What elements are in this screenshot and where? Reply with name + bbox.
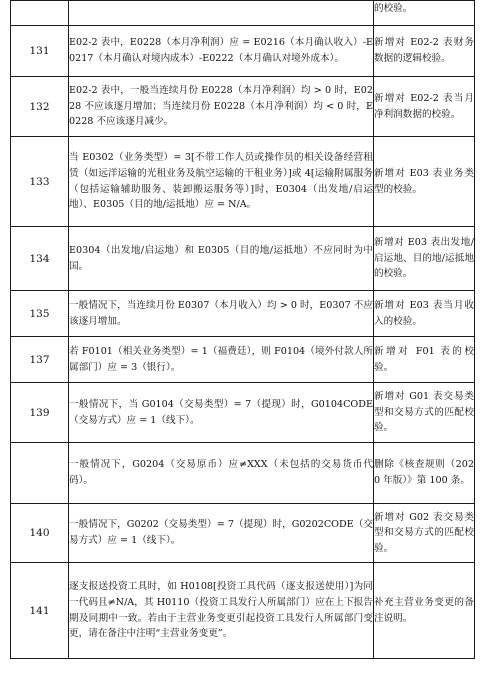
rule-note: 新增对 G02 表交易类型和交易方式的匹配校验。	[374, 504, 475, 563]
table-row	[11, 1, 475, 26]
rule-note: 新增对 E03 表出发地/启运地、目的地/运抵地的校验。	[374, 227, 475, 291]
table-row	[11, 563, 475, 659]
rule-note: 新增对 E02-2 表财务数据的逻辑校验。	[374, 26, 475, 77]
rule-description: E02-2 表中，E0228（本月净利润）应 = E0216（本月确认收入）-E0217（本月确认对境内成本）-E0222（本月确认对境外成本）。	[69, 26, 374, 77]
table-row	[11, 443, 475, 504]
rule-number: 134	[11, 227, 69, 291]
table-row	[11, 77, 475, 137]
rule-note: 补充主营业务变更的备注说明。	[374, 563, 475, 659]
rule-description: 当 E0302（业务类型）= 3[不带工作人员或操作员的相关设备经营租赁（如远洋运输的光租业务及航空运输的干租业务）]或 4[运输附属服务（包括运输辅助服务、装卸搬运服务等）]时，E0304（出发地/启运地）、E0305（目的地/运抵地）应 = N/A。	[69, 137, 374, 227]
table-row	[11, 337, 475, 383]
table-row	[11, 26, 475, 77]
table-row	[11, 137, 475, 227]
rule-description: 若 F0101（相关业务类型）= 1（福费廷），则 F0104（境外付款人所属部门）应 = 3（银行）。	[69, 337, 374, 383]
rule-description: E02-2 表中，一般当连续月份 E0228（本月净利润）均 > 0 时，E0228 不应该逐月增加；当连续月份 E0228（本月净利润）均 < 0 时，E0228 不应该逐月减少。	[69, 77, 374, 137]
rule-number	[11, 443, 69, 504]
rule-number: 137	[11, 337, 69, 383]
rule-description: 一般情况下，当连续月份 E0307（本月收入）均 > 0 时，E0307 不应该逐月增加。	[69, 291, 374, 337]
rule-number: 131	[11, 26, 69, 77]
rule-note: 新增对 F01 表的校验。	[374, 337, 475, 383]
table-row	[11, 504, 475, 563]
rule-number: 140	[11, 504, 69, 563]
rule-description: 逐支报送投资工具时，如 H0108[投资工具代码（逐支报送使用）]为同一代码且≠N/A，其 H0110（投资工具发行人所属部门）应在上下报告期及同期中一致。若由于主营业务变更引起投资工具发行人所属部门变更，请在备注中注明“主营业务变更”。	[69, 563, 374, 659]
rule-note: 新增对 G01 表交易类型和交易方式的匹配校验。	[374, 383, 475, 443]
rule-note: 新增对 E03 表业务类型的校验。	[374, 137, 475, 227]
rule-note: 新增对 E03 表当月收入的校验。	[374, 291, 475, 337]
rule-description: 一般情况下，当 G0104（交易类型）= 7（提现）时，G0104CODE（交易方式）应 = 1（线下）。	[69, 383, 374, 443]
rules-table	[10, 0, 475, 659]
table-row	[11, 227, 475, 291]
rule-number: 141	[11, 563, 69, 659]
rule-description: E0304（出发地/启运地）和 E0305（目的地/运抵地）不应同时为中国。	[69, 227, 374, 291]
rule-number: 133	[11, 137, 69, 227]
rule-description: 一般情况下，G0204（交易原币）应≠XXX（未包括的交易货币代码）。	[69, 443, 374, 504]
rule-note: 新增对 E02-2 表当月净利润数据的校验。	[374, 77, 475, 137]
rule-number: 135	[11, 291, 69, 337]
rule-number: 139	[11, 383, 69, 443]
rule-note: 的校验。	[374, 1, 475, 26]
rule-note: 删除《核查规则（2020 年版）》第 100 条。	[374, 443, 475, 504]
rule-description: 一般情况下，G0202（交易类型）= 7（提现）时，G0202CODE（交易方式）应 = 1（线下）。	[69, 504, 374, 563]
rule-description	[69, 1, 374, 26]
rules-page	[10, 0, 474, 678]
table-row	[11, 291, 475, 337]
table-row	[11, 383, 475, 443]
rule-number: 132	[11, 77, 69, 137]
rule-number	[11, 1, 69, 26]
